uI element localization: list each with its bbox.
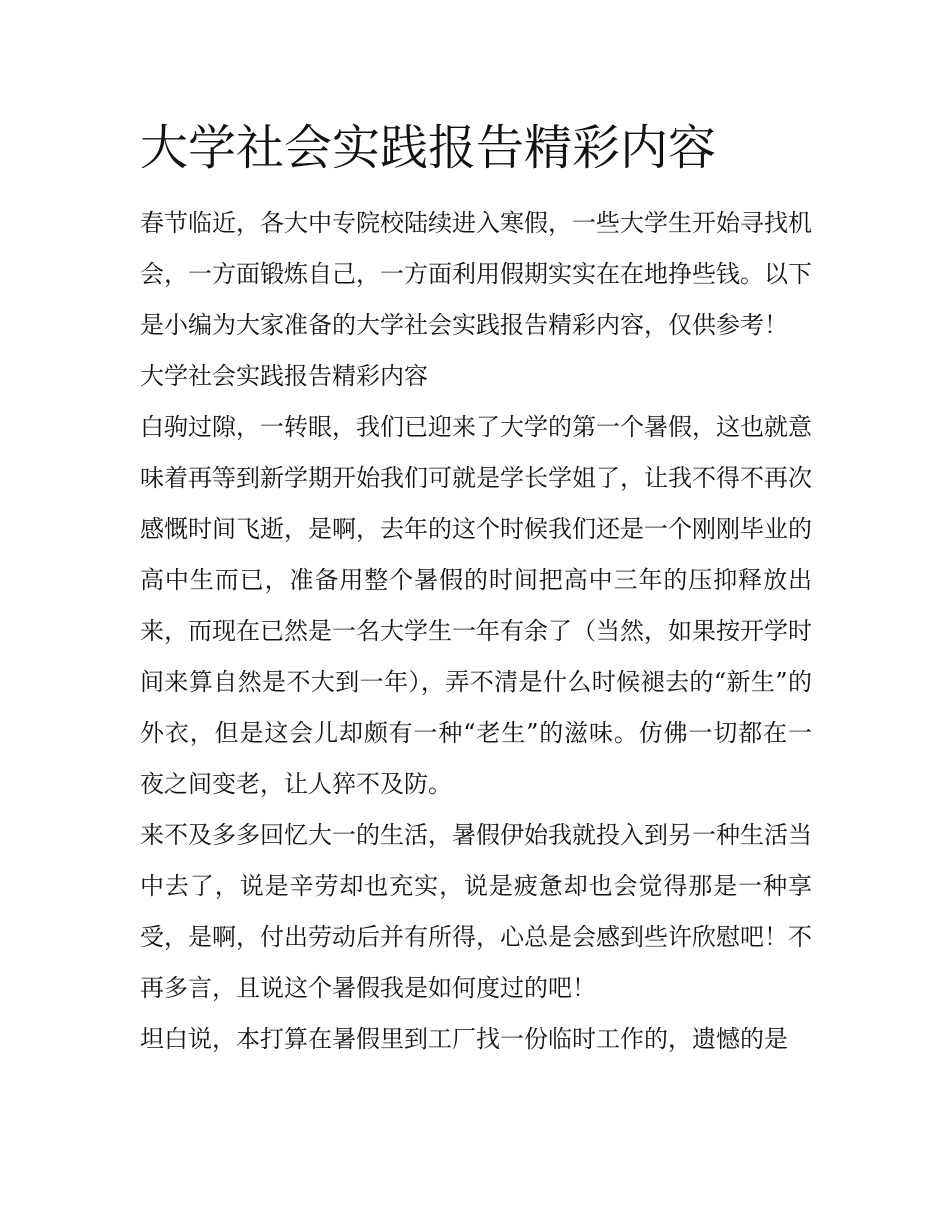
body-paragraph: 来不及多多回忆大一的生活，暑假伊始我就投入到另一种生活当中去了，说是辛劳却也充实，说是疲惫却也会觉得那是一种享受，是啊，付出劳动后并有所得，心总是会感到些许欣慰吧！不再多言，且说这个暑假我是如何度过的吧！	[140, 821, 812, 1002]
document-body	[140, 198, 812, 1065]
section-heading: 大学社会实践报告精彩内容	[140, 362, 428, 390]
body-paragraph: 坦白说，本打算在暑假里到工厂找一份临时工作的，遗憾的是	[140, 1025, 788, 1053]
body-paragraph: 白驹过隙，一转眼，我们已迎来了大学的第一个暑假，这也就意味着再等到新学期开始我们可就是学长学姐了，让我不得不再次感慨时间飞逝，是啊，去年的这个时候我们还是一个刚刚毕业的高中生而已，准备用整个暑假的时间把高中三年的压抑释放出来，而现在已然是一名大学生一年有余了（当然，如果按开学时间来算自然是不大到一年），弄不清是什么时候褪去的“新生”的外衣，但是这会儿却颇有一种“老生”的滋味。仿佛一切都在一夜之间变老，让人猝不及防。	[140, 413, 812, 798]
document-title: 大学社会实践报告精彩内容	[140, 120, 717, 176]
intro-paragraph: 春节临近，各大中专院校陆续进入寒假，一些大学生开始寻找机会，一方面锻炼自己，一方面利用假期实实在在地挣些钱。以下是小编为大家准备的大学社会实践报告精彩内容，仅供参考！	[140, 209, 812, 339]
